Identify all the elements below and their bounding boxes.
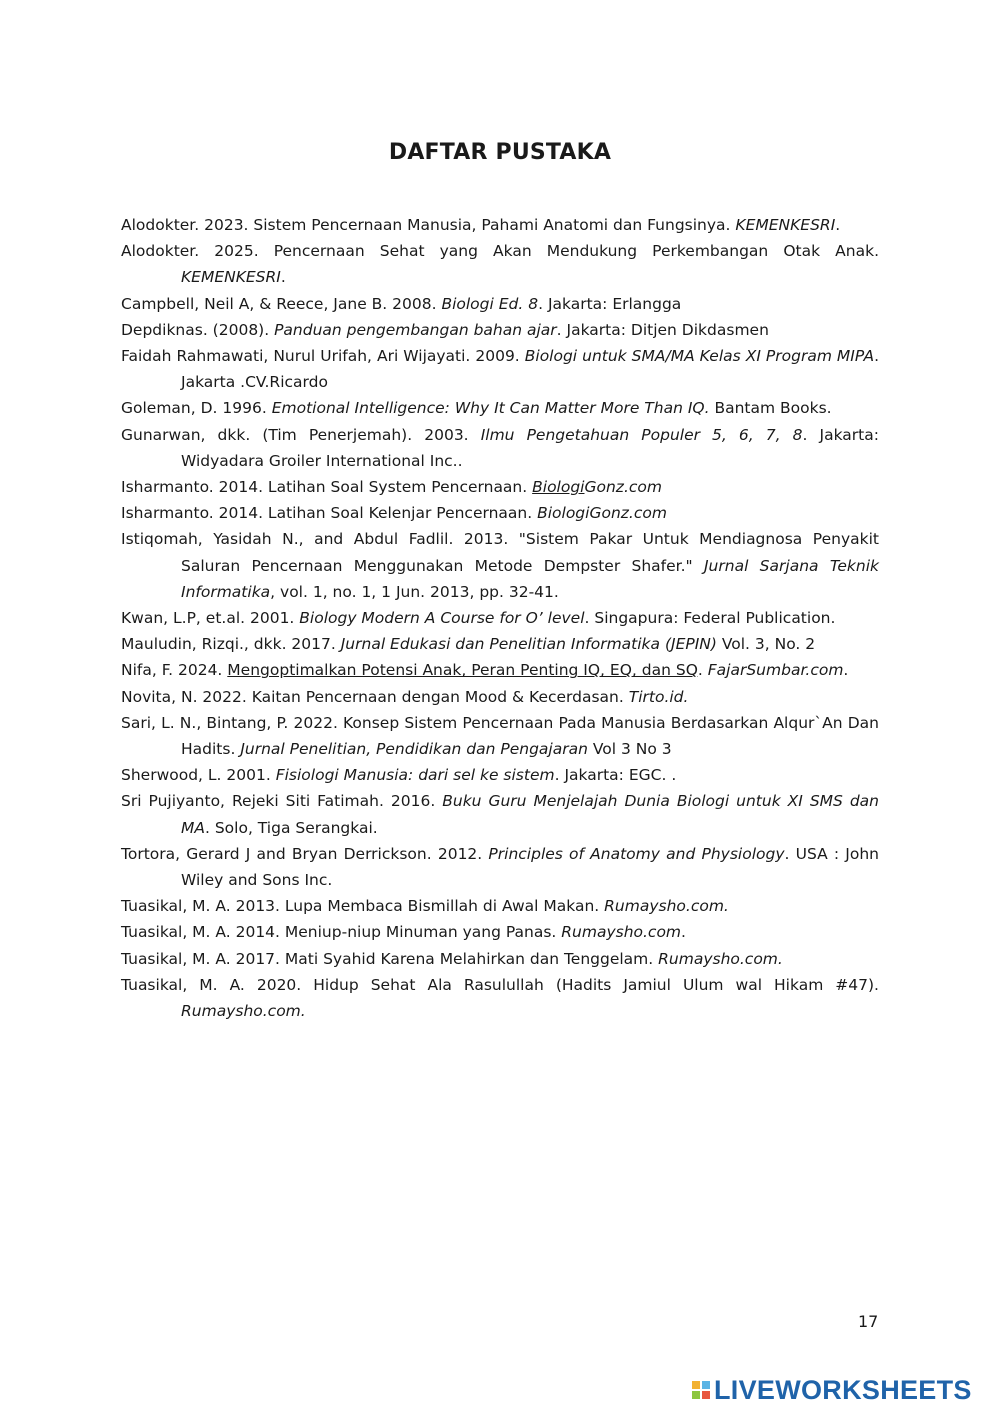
reference-entry: [121, 946, 879, 972]
page-number: 17: [858, 1312, 879, 1331]
reference-segment: . Jakarta .CV.Ricardo: [181, 347, 879, 392]
page-title: DAFTAR PUSTAKA: [388, 140, 612, 165]
reference-segment: Kwan, L.P, et.al. 2001.: [121, 609, 300, 628]
reference-list: [121, 212, 879, 1024]
reference-segment: Rumaysho.com.: [181, 1002, 306, 1021]
reference-segment: .: [697, 661, 708, 680]
reference-segment: . USA : John Wiley and Sons Inc.: [181, 844, 880, 890]
reference-segment: Rumaysho.com.: [658, 949, 783, 968]
reference-segment: Alodokter. 2025. Pencernaan Sehat yang Akan Mendukung Perkembangan Otak Anak.: [121, 242, 879, 261]
reference-segment: Jurnal Sarjana Teknik Informatika: [181, 556, 879, 601]
reference-segment: Tortora, Gerard J and Bryan Derrickson. 2012.: [121, 844, 489, 863]
reference-segment: Tuasikal, M. A. 2014. Meniup-niup Minuman yang Panas.: [121, 923, 562, 942]
logo-block: [702, 1381, 710, 1389]
reference-segment: Bantam Books.: [709, 399, 832, 418]
reference-segment: Panduan pengembangan bahan ajar: [274, 320, 557, 339]
reference-segment[interactable]: Biologi: [532, 478, 585, 497]
reference-segment: Tuasikal, M. A. 2020. Hidup Sehat Ala Rasulullah (Hadits Jamiul Ulum wal Hikam #47).: [121, 975, 879, 994]
reference-segment: . Solo, Tiga Serangkai.: [204, 818, 378, 837]
reference-segment: KEMENKESRI: [735, 216, 836, 234]
reference-segment: Tuasikal, M. A. 2017. Mati Syahid Karena Melahirkan dan Tenggelam.: [121, 949, 659, 968]
reference-segment: Ilmu Pengetahuan Populer 5, 6, 7, 8: [480, 425, 803, 444]
reference-segment: Principles of Anatomy and Physiology: [488, 844, 785, 863]
reference-entry: [121, 972, 879, 1024]
reference-segment: .: [843, 661, 849, 680]
reference-segment: Emotional Intelligence: Why It Can Matter More Than IQ.: [271, 399, 710, 418]
reference-segment: .: [280, 268, 286, 287]
reference-segment: Nifa, F. 2024.: [121, 661, 228, 680]
reference-segment: Goleman, D. 1996.: [121, 399, 272, 418]
reference-segment: Tuasikal, M. A. 2013. Lupa Membaca Bismillah di Awal Makan.: [121, 897, 605, 916]
reference-segment: Sari, L. N., Bintang, P. 2022. Konsep Sistem Pencernaan Pada Manusia Berdasarkan Alqur`An Dan Hadits.: [121, 713, 879, 759]
reference-entry: [121, 474, 879, 500]
reference-segment: Buku Guru Menjelajah Dunia Biologi untuk XI SMS dan MA: [181, 792, 880, 837]
reference-segment: .: [681, 923, 686, 942]
reference-segment: KEMENKESRI: [181, 268, 281, 287]
reference-segment: Rumaysho.com: [561, 923, 682, 942]
reference-entry: [121, 657, 879, 683]
logo-block: [702, 1391, 710, 1399]
reference-entry: [121, 605, 879, 631]
logo-blocks-icon: [692, 1381, 710, 1399]
reference-segment: Jurnal Edukasi dan Penelitian Informatika (JEPIN): [340, 635, 717, 654]
reference-segment: Tirto.id.: [628, 687, 689, 706]
reference-entry: [121, 631, 879, 657]
reference-segment: Isharmanto. 2014. Latihan Soal System Pencernaan.: [121, 478, 533, 497]
reference-segment: Vol. 3, No. 2: [716, 635, 816, 654]
reference-entry: [121, 395, 879, 421]
reference-segment: Gonz.com: [584, 478, 662, 497]
reference-segment: Isharmanto. 2014. Latihan Soal Kelenjar Pencernaan.: [121, 504, 538, 523]
reference-segment: . Singapura: Federal Publication.: [584, 609, 836, 628]
reference-segment: FajarSumbar.com: [707, 661, 844, 680]
reference-entry: [121, 841, 879, 893]
reference-segment: Rumaysho.com.: [604, 897, 729, 916]
reference-entry: [121, 919, 879, 945]
reference-segment: Biology Modern A Course for O’ level: [299, 609, 585, 628]
reference-segment: Alodokter. 2023. Sistem Pencernaan Manusia, Pahami Anatomi dan Fungsinya.: [121, 216, 736, 234]
reference-segment: . Jakarta: Erlangga: [538, 294, 682, 313]
reference-segment: Gunarwan, dkk. (Tim Penerjemah). 2003.: [121, 425, 481, 444]
reference-entry: [121, 343, 879, 395]
reference-entry: [121, 526, 879, 605]
reference-entry: [121, 422, 879, 474]
logo-block: [692, 1391, 700, 1399]
reference-segment: Sherwood, L. 2001.: [121, 766, 276, 785]
reference-entry: [121, 212, 879, 238]
liveworksheets-logo[interactable]: [692, 1375, 972, 1405]
reference-entry: [121, 238, 879, 290]
reference-segment: Faidah Rahmawati, Nurul Urifah, Ari Wijayati. 2009.: [121, 347, 525, 366]
reference-entry: [121, 893, 879, 919]
reference-segment: . Jakarta: Widyadara Groiler International Inc..: [181, 425, 879, 470]
reference-entry: [121, 788, 879, 840]
logo-text: LIVEWORKSHEETS: [714, 1374, 972, 1405]
reference-segment: BiologiGonz.com: [537, 504, 667, 523]
reference-entry: [121, 684, 879, 710]
reference-segment: . Jakarta: EGC. .: [554, 766, 677, 785]
reference-segment: .: [835, 216, 841, 234]
reference-segment: . Jakarta: Ditjen Dikdasmen: [556, 320, 769, 339]
reference-segment: Depdiknas. (2008).: [121, 320, 275, 339]
reference-segment: Jurnal Penelitian, Pendidikan dan Pengajaran: [240, 740, 588, 759]
reference-entry: [121, 710, 879, 762]
reference-segment: Mauludin, Rizqi., dkk. 2017.: [121, 635, 341, 654]
reference-segment: Sri Pujiyanto, Rejeki Siti Fatimah. 2016.: [121, 792, 443, 811]
reference-entry: [121, 762, 879, 788]
reference-segment: Biologi untuk SMA/MA Kelas XI Program MIPA: [524, 347, 875, 366]
reference-segment[interactable]: Mengoptimalkan Potensi Anak, Peran Penting IQ, EQ, dan SQ: [227, 661, 698, 680]
reference-segment: Istiqomah, Yasidah N., and Abdul Fadlil. 2013. "Sistem Pakar Untuk Mendiagnosa Penyakit Saluran Pencernaan Menggunakan Metode Dempster Shafer.": [121, 530, 879, 575]
reference-segment: , vol. 1, no. 1, 1 Jun. 2013, pp. 32-41.: [270, 582, 559, 601]
reference-entry: [121, 317, 879, 343]
reference-segment: Novita, N. 2022. Kaitan Pencernaan dengan Mood & Kecerdasan.: [121, 687, 629, 706]
reference-segment: Biologi Ed. 8: [441, 294, 539, 313]
reference-segment: Fisiologi Manusia: dari sel ke sistem: [275, 766, 555, 785]
reference-entry: [121, 500, 879, 526]
reference-segment: Campbell, Neil A, & Reece, Jane B. 2008.: [121, 294, 442, 313]
reference-entry: [121, 291, 879, 317]
reference-segment: Vol 3 No 3: [587, 740, 672, 759]
logo-block: [692, 1381, 700, 1389]
